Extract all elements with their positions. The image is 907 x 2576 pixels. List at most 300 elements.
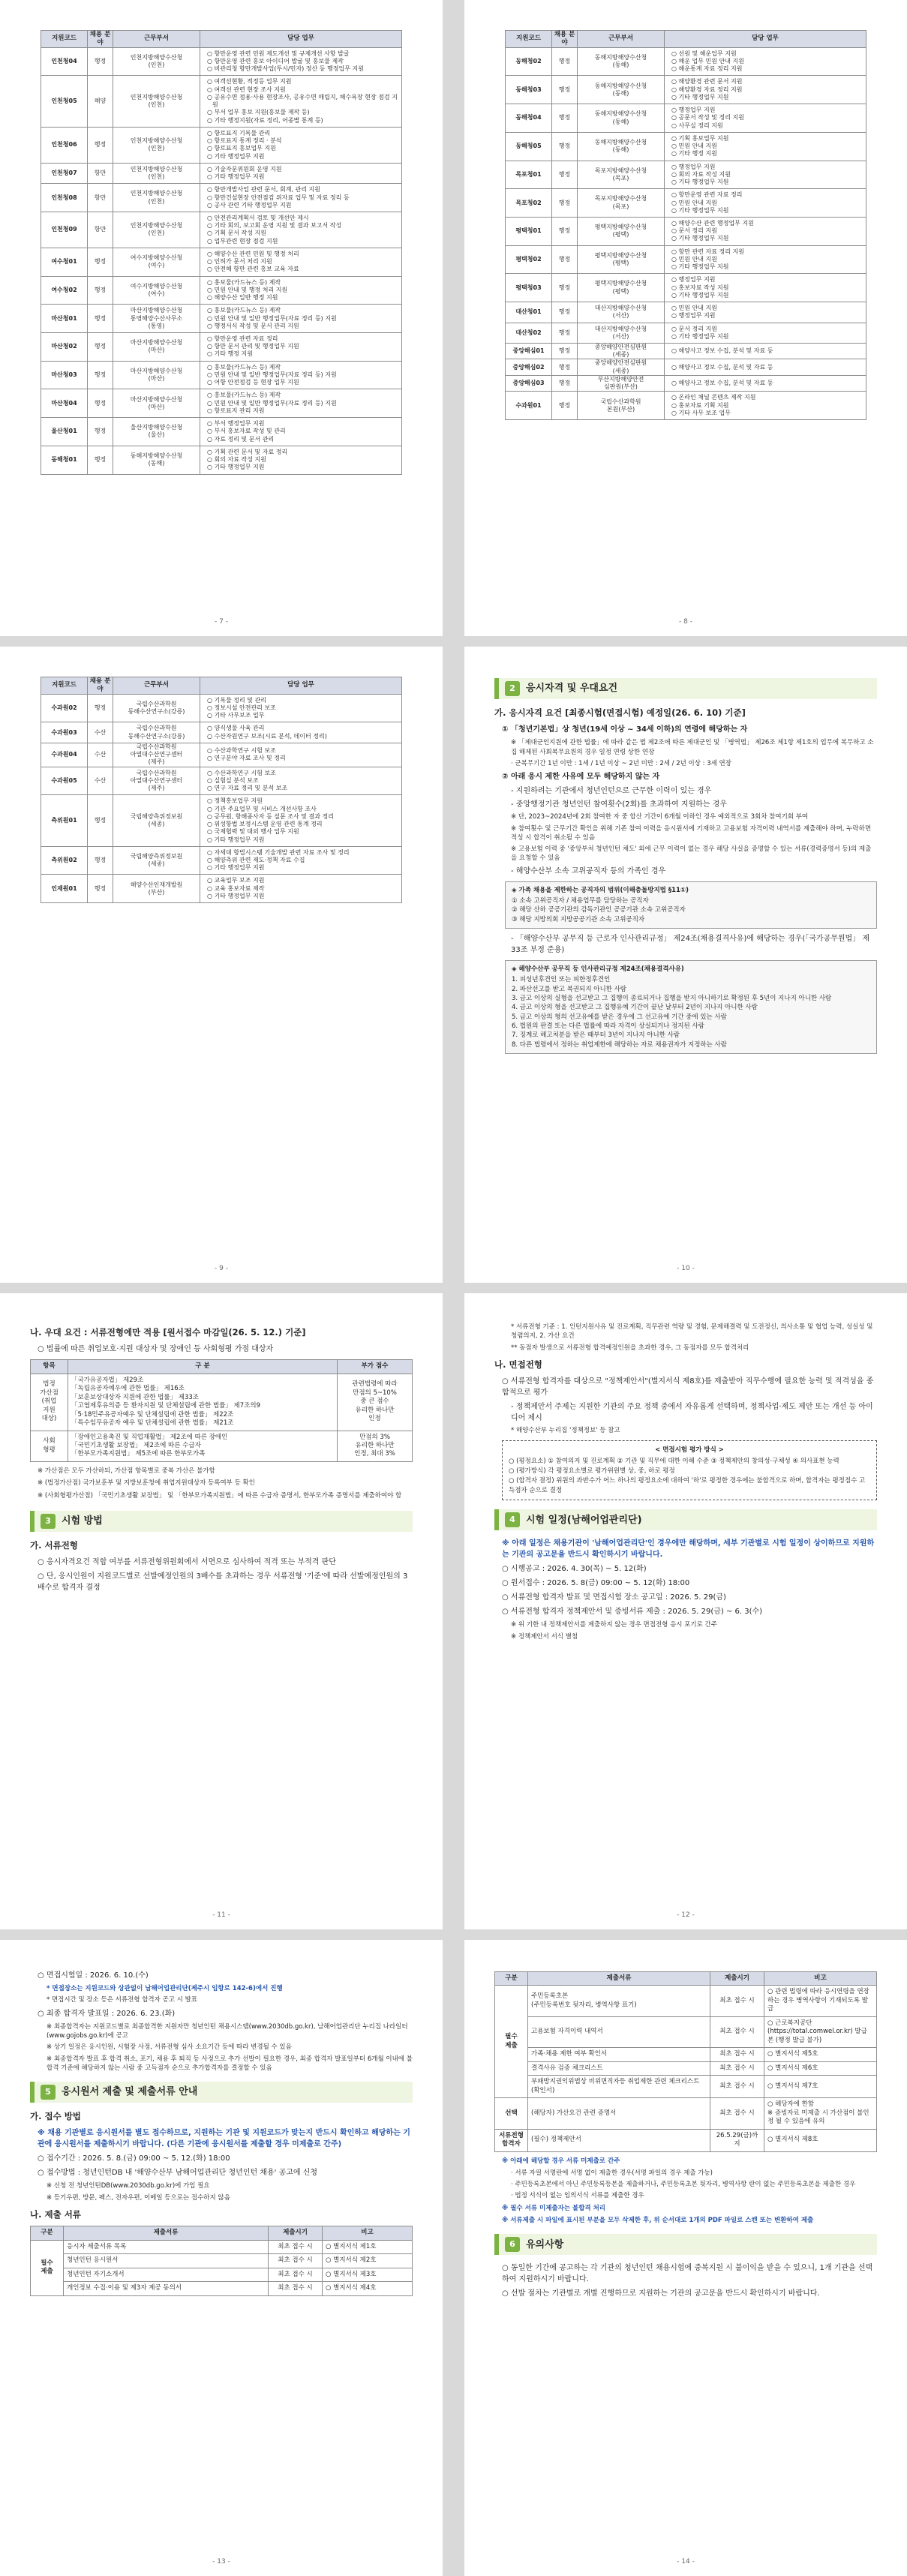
cell-dept: 인천지방해양수산청 (인천) — [113, 163, 200, 183]
cell-dept: 국립해양측위정보원 (세종) — [113, 846, 200, 875]
cell-code: 동해청02 — [506, 47, 552, 76]
box-title: < 면접시험 평가 방식 > — [655, 1446, 724, 1454]
cell-code: 동해청01 — [41, 446, 88, 474]
header-group: 구분 — [31, 2226, 64, 2240]
job-table — [41, 30, 402, 475]
cell-code: 중앙해심03 — [506, 375, 552, 391]
schedule-item: ○ 서류전형 합격자 발표 및 면접시험 장소 공고일 : 2026. 5. 29(금) — [502, 1593, 726, 1602]
table-row — [495, 2061, 877, 2075]
page-number: - 12 - — [677, 1911, 695, 1919]
section-header — [30, 1511, 413, 1532]
header-tasks: 담당 업무 — [200, 677, 402, 695]
cell-dept: 인천지방해양수산청 (인천) — [113, 184, 200, 212]
cell-code: 수과원01 — [506, 392, 552, 420]
cell-code: 수과원05 — [41, 767, 88, 795]
cell-tasks — [200, 276, 402, 305]
cell-group: 필수 제출 — [31, 2240, 64, 2295]
cell-dept: 동해지방해양수산청 (동해) — [578, 104, 665, 133]
cell-tasks — [665, 245, 866, 274]
cell-dept: 대산지방해양수산청 (서산) — [578, 323, 665, 343]
cell-type: 행정 — [88, 418, 113, 446]
cell-dept: 마산지방해양수산청 (마산) — [113, 361, 200, 389]
table-row — [506, 189, 866, 218]
cell-doc: 응시자 제출서류 목록 — [64, 2240, 269, 2253]
schedule-item: ○ 면접시험일 : 2026. 6. 10.(수) — [38, 1971, 149, 1980]
page-number: - 14 - — [677, 2558, 695, 2565]
task-item: ○ 기타 행정업무 지원 — [206, 893, 398, 900]
table-row — [41, 276, 402, 305]
paragraph: ○ 선발 절차는 기관별로 개별 진행하므로 지원하는 기관의 공고문을 반드시 확인하시기 바랍니다. — [502, 2289, 820, 2298]
paragraph: ○ 법률에 따른 취업보호·지원 대상자 및 장애인 등 사회형평 가점 대상자 — [38, 1345, 274, 1354]
task-item: ○ 문서 정리 지원 — [671, 326, 863, 333]
task-item: ○ 부서 업무 홍보 지원(홍보물 제작 등) — [206, 109, 398, 116]
note: ‧ 서류 자필 서명란에 서명 없이 제출한 경우(서명 파일의 경우 제출 가능) — [511, 2169, 713, 2177]
task-item: ○ 업무관련 현장 점검 지원 — [206, 238, 398, 245]
paragraph: ○ 응시자격요건 적합 여부를 서류전형위원회에서 서면으로 심사하여 적격 또는 부적격 판단 — [38, 1558, 336, 1567]
note-line: 2. 파산선고를 받고 복권되지 아니한 사람 — [512, 985, 626, 993]
table-row — [41, 47, 402, 76]
cell-dept: 부산지방해양안전 심판원(부산) — [578, 375, 665, 391]
cell-note: ○ 별지서식 제3호 — [323, 2268, 413, 2281]
task-item: ○ 항로표지 기록물 관리 — [206, 130, 398, 137]
task-item: ○ 항만 문서 관리 및 행정업무 지원 — [206, 343, 398, 350]
task-item: ○ 기타 행정업무 지원 — [206, 864, 398, 872]
task-item: ○ 기타 행정지원(자료 정리, 어종별 통계 등) — [206, 117, 398, 125]
cell-type: 수산 — [88, 722, 113, 743]
table-row — [41, 76, 402, 127]
note: ※ (법정가산점) 국가보훈부 및 지방보훈청에 취업지원대상자 등록여부 등 확인 — [38, 1479, 255, 1488]
table-row — [506, 76, 866, 104]
cell-note: ○ 별지서식 제4호 — [323, 2282, 413, 2295]
header-doc: 제출서류 — [528, 1972, 710, 1986]
note: ※ 서류제출 시 파일에 표시된 부분을 모두 삭제한 후, 위 순서대로 1개의 PDF 파일로 스캔 또는 변환하여 제출 — [502, 2217, 814, 2225]
cell-tasks — [665, 76, 866, 104]
table-row — [31, 2282, 413, 2295]
header-desc: 구 분 — [68, 1360, 338, 1374]
table-row — [41, 361, 402, 389]
requirement-note: ※ 「제대군인지원에 관한 법률」에 따라 같은 법 제2조에 따른 제대군인 및 「병역법」 제26조 제1항 제1호의 업무에 복무하고 소집 해제된 사회복무요원의 경우 일정 연령 상한 연장 — [511, 739, 874, 756]
doc-page-10 — [464, 647, 907, 1283]
cell-type: 항만 — [88, 212, 113, 248]
section-title: 유의사항 — [526, 2238, 564, 2250]
cell-dept: 평택지방해양수산청 (평택) — [578, 245, 665, 274]
cell-dept: 목포지방해양수산청 (목포) — [578, 189, 665, 218]
cell-tasks — [665, 359, 866, 375]
task-item: ○ 민원 안내 및 일반 행정업무(자료 정리 등) 지원 — [206, 371, 398, 379]
cell-when: 최초 접수 시 — [710, 2061, 764, 2075]
task-item: ○ 기타 행정업무 지원 — [671, 94, 863, 101]
cell-dept: 인천지방해양수산청 (인천) — [113, 127, 200, 163]
restriction-b: - 중앙행정기관 청년인턴 참여횟수(2회)를 초과하여 지원하는 경우 — [511, 800, 728, 809]
cell-doc: 청년인턴 응시원서 — [64, 2254, 269, 2268]
cell-doc: (해당자) 가산요건 관련 증명서 — [528, 2098, 710, 2129]
paragraph: ○ 서류전형 합격자를 대상으로 "정책제안서"(별지서식 제8호)를 제출받아 직무수행에 필요한 능력 및 적격성을 종합적으로 평가 — [502, 1377, 874, 1398]
cell-dept: 목포지방해양수산청 (목포) — [578, 161, 665, 189]
note: * 면접시간 및 장소 등은 서류전형 합격자 공고 시 발표 — [47, 1996, 198, 2004]
task-item: ○ 자세대 항법시스템 기술개발 관련 자료 조사 및 정리 — [206, 849, 398, 857]
cell-tasks — [200, 76, 402, 127]
task-item: ○ 사무실 정리 지원 — [671, 122, 863, 130]
box-line: ○ (합격자 결정) 위원의 과반수가 어느 하나의 평정요소에 대하여 '하'로 평정한 경우에는 불합격으로 하며, 합격자는 평정점수 고득점자 순으로 결정 — [509, 1476, 866, 1494]
restriction-note: ※ 단, 2023~2024년에 2회 참여한 자 중 합산 기간이 6개월 이하인 경우 예외적으로 3회차 참여기회 부여 — [511, 813, 809, 821]
cell-note: ○ 별지서식 제5호 — [764, 2048, 877, 2061]
task-item: ○ 교육 홍보자료 제작 — [206, 885, 398, 893]
paragraph: ○ 동일한 기간에 공고하는 각 기관의 청년인턴 채용시험에 중복지원 시 불이익을 받을 수 있으니, 1개 기관을 선택하여 지원하시기 바랍니다. — [502, 2264, 873, 2284]
cell-type: 행정 — [88, 846, 113, 875]
note-box-title: ◈ 해양수산부 공무직 등 인사관리규정 제24조(채용결격사유) — [512, 965, 684, 973]
cell-code: 인천청06 — [41, 127, 88, 163]
cell-dept: 평택지방해양수산청 (평택) — [578, 274, 665, 302]
task-item: ○ 민원 안내 지원 — [671, 305, 863, 312]
cell-code: 인천청09 — [41, 212, 88, 248]
paragraph: - 정책제안서 주제는 지원한 기관의 주요 정책 중에서 자유롭게 선택하며, 정책사업·제도 제안 또는 개선 등 아이디어 제시 — [511, 1403, 873, 1423]
task-item: ○ 홍보물(카드뉴스 등) 제작 — [206, 364, 398, 371]
note: ※ 최종합격자는 지원코드별로 최종합격한 지원자만 청년인턴 채용시스템(www.2030db.go.kr), 남해어업관리단 누리집 나라일터(www.gojobs.go.kr)에 공고 — [47, 2022, 408, 2040]
task-item: ○ 기타 사무 보조 업무 — [671, 410, 863, 417]
section-header — [494, 1509, 877, 1530]
task-item: ○ 안전해 항만 관련 홍보 교육 자료 — [206, 266, 398, 273]
cell-when: 최초 접수 시 — [269, 2240, 323, 2253]
task-item: ○ 해양환경 자료 정리 지원 — [671, 86, 863, 94]
header-note: 비고 — [323, 2226, 413, 2240]
task-item: ○ 위성항법 보정시스템 운영 관련 통계 정리 — [206, 821, 398, 828]
cell-code: 측위원01 — [41, 795, 88, 846]
page-number: - 7 - — [215, 618, 228, 626]
cell-dept: 대산지방해양수산청 (서산) — [578, 302, 665, 323]
cell-dept: 여수지방해양수산청 (여수) — [113, 276, 200, 305]
doc-page-12 — [464, 1293, 907, 1929]
note: ※ 필수 서류 미제출자는 불합격 처리 — [502, 2204, 606, 2212]
task-item: ○ 기획 문서 작성 지원 — [206, 230, 398, 237]
task-item: ○ 기타 행정업무 지원 — [206, 153, 398, 161]
section-title: 응시자격 및 우대요건 — [526, 683, 618, 695]
task-item: ○ 민원 안내 지원 — [671, 200, 863, 207]
task-item: ○ 인허가 문서 처리 지원 — [206, 258, 398, 266]
cell-doc: 부패방지권익위법상 비위면직자등 취업제한 관련 체크리스트(확인서) — [528, 2076, 710, 2098]
note-line: 5. 금고 이상의 형의 선고유예를 받은 경우에 그 선고유예 기간 중에 있는 사람 — [512, 1013, 727, 1021]
task-item: ○ 해양수산 관련 행정업무 지원 — [671, 220, 863, 227]
cell-dept: 울산지방해양수산청 (울산) — [113, 418, 200, 446]
cell-when: 26.5.29(금)까지 — [710, 2129, 764, 2151]
task-item: ○ 기타 행정 지원 — [671, 150, 863, 158]
table-row — [41, 184, 402, 212]
note-line: 1. 피성년후견인 또는 피한정후견인 — [512, 976, 611, 984]
table-row — [495, 2098, 877, 2129]
doc-page-9 — [0, 647, 443, 1283]
cell-dept: 마산지방해양수산청 (마산) — [113, 389, 200, 418]
cell-type: 행정 — [552, 323, 578, 343]
cell-when: 최초 접수 시 — [710, 2048, 764, 2061]
doc-page-8 — [464, 0, 907, 636]
cell-dept: 해양수산인재개발원 (부산) — [113, 875, 200, 903]
cell-tasks — [665, 302, 866, 323]
task-item: ○ 어항 안전점검 등 현장 업무 지원 — [206, 379, 398, 386]
cell-dept: 인천지방해양수산청 (인천) — [113, 47, 200, 76]
cell-note: ○ 해당자에 한함 ※ 증빙자료 미제출 시 가산점이 불인정 될 수 있음에 유의 — [764, 2098, 877, 2129]
task-item: ○ 안전관리계획서 검토 및 개선안 제시 — [206, 215, 398, 222]
cell-dept: 인천지방해양수산청 (인천) — [113, 212, 200, 248]
cell-type: 행정 — [88, 446, 113, 474]
cell-tasks — [200, 248, 402, 276]
note-line: 3. 금고 이상의 실형을 선고받고 그 집행이 종료되거나 집행을 받지 아니하기로 확정된 후 5년이 지나지 아니한 사람 — [512, 994, 832, 1002]
restriction-note: ※ 고용보험 이력 중 '중앙부처 청년인턴 채도' 외에 근무 이력이 없는 경우 해당 사실을 증명할 수 있는 서류(경력증명서 등)의 제출을 요청할 수 있음 — [511, 845, 872, 863]
requirement-2: ② 아래 응시 제한 사유에 모두 해당하지 않는 자 — [502, 773, 660, 782]
interview-criteria-box — [502, 1440, 877, 1501]
cell-type: 행정 — [552, 47, 578, 76]
header-type: 채용 분야 — [552, 31, 578, 48]
task-item: ○ 문서 정리 지원 — [671, 227, 863, 235]
restriction-c: - 해양수산부 소속 고위공직자 등의 가족인 경우 — [511, 866, 666, 875]
table-row — [506, 132, 866, 161]
task-item: ○ 기획 관련 문서 및 자료 정리 — [206, 449, 398, 456]
cell-dept: 동해지방해양수산청 (동해) — [578, 132, 665, 161]
table-header-row — [41, 677, 402, 695]
cell-dept: 동해지방해양수산청 (동해) — [578, 76, 665, 104]
task-item: ○ 항만운영 관련 민원 제도개선 및 규제개선 사항 발굴 — [206, 50, 398, 58]
header-score: 부가 점수 — [338, 1360, 413, 1374]
header-item: 항목 — [31, 1360, 68, 1374]
bonus-table — [30, 1359, 413, 1462]
table-row — [495, 1986, 877, 2016]
task-item: ○ 수산과학연구 시험 보조 — [206, 747, 398, 755]
note-box — [505, 960, 877, 1054]
table-row — [506, 359, 866, 375]
paragraph: ○ 단, 응시인원이 지원코드별로 선발예정인원의 3배수를 초과하는 경우 서류전형 '기준'에 따라 선발예정인원의 3배수로 합격자 결정 — [38, 1572, 408, 1593]
task-item: ○ 공사 관련 기타 행정업무 지원 — [206, 202, 398, 209]
note: ※ 위 기한 내 정책제안서를 제출하지 않는 경우 면접전형 응시 포기로 간주 — [511, 1621, 717, 1629]
subheading: 가. 서류전형 — [30, 1539, 78, 1551]
header-when: 제출시기 — [710, 1972, 764, 1986]
task-item: ○ 정보시설 안전관리 보조 — [206, 704, 398, 712]
cell-type: 행정 — [88, 875, 113, 903]
header-type: 채용 분야 — [88, 31, 113, 48]
task-item: ○ 기타 회의, 보고회 운영 지원 및 결과 보고서 작성 — [206, 222, 398, 230]
cell-tasks — [665, 392, 866, 420]
cell-type: 행정 — [88, 389, 113, 418]
cell-code: 대산청02 — [506, 323, 552, 343]
section-number: 4 — [505, 1512, 520, 1527]
doc-page-11 — [0, 1293, 443, 1929]
cell-code: 동해청04 — [506, 104, 552, 133]
cell-doc: 가족·채용 제한 여부 확인서 — [528, 2048, 710, 2061]
cell-note: ○ 별지서식 제1호 — [323, 2240, 413, 2253]
cell-code: 마산청03 — [41, 361, 88, 389]
task-item: ○ 기타 행정 지원 — [206, 350, 398, 358]
task-item: ○ 국제협력 및 대외 행사 업무 지원 — [206, 828, 398, 836]
cell-code: 수과원02 — [41, 694, 88, 722]
cell-tasks — [200, 722, 402, 743]
task-item: ○ 항만개발사업 관련 문서, 회계, 관리 지원 — [206, 186, 398, 194]
task-item: ○ 해운통계 자료 정리 지원 — [671, 65, 863, 73]
note: ‧ 법정 서식이 없는 임의서식 서류를 제출한 경우 — [511, 2192, 644, 2200]
table-row — [41, 795, 402, 846]
cell-tasks — [200, 418, 402, 446]
table-row — [506, 392, 866, 420]
cell-type: 행정 — [88, 333, 113, 362]
table-row — [506, 217, 866, 245]
cell-code: 인천청04 — [41, 47, 88, 76]
cell-type: 행정 — [88, 276, 113, 305]
header-dept: 근무부서 — [578, 31, 665, 48]
cell-tasks — [665, 132, 866, 161]
task-item: ○ 항만운영 관련 홍보 아이디어 발굴 및 홍보물 제작 — [206, 58, 398, 65]
note: ※ 최종합격자 발표 후 합격 취소, 포기, 채용 후 퇴직 등 사정으로 추가 선발이 필요한 경우, 최종 합격자 발표일부터 6개월 이내에 불합격 기준에 해당하지 않는 사람 중 고득점자 순으로 추가합격자를 결정할 수 있음 — [47, 2055, 413, 2072]
cell-dept: 인천지방해양수산청 (인천) — [113, 76, 200, 127]
cell-dept: 국립수산과학원 아열대수산연구센터 (제주) — [113, 743, 200, 767]
cell-note: ○ 근로복지공단(https://total.comwel.or.kr) 발급 본 (행정 발급 불가) — [764, 2016, 877, 2047]
table-row — [41, 333, 402, 362]
cell-tasks — [665, 344, 866, 359]
task-item: ○ 민원 안내 및 행정 처리 지원 — [206, 287, 398, 294]
schedule-item: ○ 최종 합격자 발표일 : 2026. 6. 23.(화) — [38, 2009, 176, 2018]
cell-tasks — [200, 743, 402, 767]
cell-tasks — [200, 361, 402, 389]
table-row — [495, 2129, 877, 2151]
cell-code: 인천청05 — [41, 76, 88, 127]
cell-type: 행정 — [88, 694, 113, 722]
subheading: 나. 면접전형 — [494, 1359, 542, 1370]
task-item: ○ 홍보자료 기획 지원 — [671, 402, 863, 410]
schedule-item: ○ 원서접수 : 2026. 5. 8(금) 09:00 ~ 5. 12(화) 18:00 — [502, 1579, 690, 1588]
cell-dept: 국립수산과학원 동해수산연구소(강릉) — [113, 694, 200, 722]
cell-code: 수과원03 — [41, 722, 88, 743]
task-item: ○ 공무원, 항해종사자 등 설문 조사 및 결과 정리 — [206, 813, 398, 821]
cell-type: 행정 — [552, 375, 578, 391]
cell-code: 동해청03 — [506, 76, 552, 104]
cell-type: 수산 — [88, 767, 113, 795]
table-row — [506, 47, 866, 76]
note-line: 4. 금고 이상의 형을 선고받고 그 집행유예 기간이 끝난 날부터 2년이 지나지 아니한 사람 — [512, 1004, 758, 1012]
task-item: ○ 해양사고 정보 수집, 분석 및 자료 등 — [671, 380, 863, 387]
cell-code: 인천청07 — [41, 163, 88, 183]
cell-type: 행정 — [552, 132, 578, 161]
cell-tasks — [665, 274, 866, 302]
page-number: - 8 - — [679, 618, 692, 626]
header-group: 구분 — [495, 1972, 528, 1986]
task-item: ○ 행정업무 지원 — [671, 312, 863, 320]
doc-page-13 — [0, 1940, 443, 2576]
cell-type: 행정 — [552, 217, 578, 245]
page-number: - 9 - — [215, 1265, 228, 1272]
task-item: ○ 수산자원연구 보조(시료 분석, 데이터 정리) — [206, 733, 398, 740]
cell-doc: (필수) 정책제안서 — [528, 2129, 710, 2151]
cell-tasks — [665, 47, 866, 76]
task-item: ○ 온라인 채널 콘텐츠 제작 지원 — [671, 394, 863, 401]
section-number: 6 — [505, 2237, 520, 2252]
note-line: ① 소속 고위공직자 / 채용업무를 담당하는 공직자 — [512, 897, 649, 905]
task-item: ○ 부서 행정업무 지원 — [206, 420, 398, 428]
task-item: ○ 교육업무 보조 지원 — [206, 877, 398, 884]
task-item: ○ 해양사고 정보 수집, 분석 및 자료 등 — [671, 364, 863, 371]
cell-type: 수산 — [88, 743, 113, 767]
cell-tasks — [200, 446, 402, 474]
cell-type: 행정 — [552, 245, 578, 274]
cell-doc: 주민등록초본 (주민등록번호 뒷자리, 병역사항 표기) — [528, 1986, 710, 2016]
task-item: ○ 기타 사무보조 업무 — [206, 712, 398, 719]
cell-tasks — [200, 846, 402, 875]
section-header — [494, 2234, 877, 2255]
schedule-item: ○ 시행공고 : 2026. 4. 30(목) ~ 5. 12(화) — [502, 1565, 647, 1574]
table-row — [506, 161, 866, 189]
note: ※ 가산점은 모두 가산하되, 가산점 항목별로 중복 가산은 불가함 — [38, 1467, 215, 1475]
cell-tasks — [200, 305, 402, 333]
cell-dept: 마산지방해양수산청 (마산) — [113, 333, 200, 362]
cell-doc: 개인정보 수집·이용 및 제3자 제공 동의서 — [64, 2282, 269, 2295]
restriction-a: - 지원하려는 기관에서 청년인턴으로 근무한 이력이 있는 경우 — [511, 787, 712, 796]
task-item: ○ 기술자문위원회 운영 지원 — [206, 166, 398, 173]
cell-code: 여수청01 — [41, 248, 88, 276]
table-row — [41, 248, 402, 276]
table-row — [41, 446, 402, 474]
table-row — [506, 302, 866, 323]
cell-note: ○ 관련 법령에 따라 응시연령을 연장하는 경우 병역사항이 기재되도록 발급 — [764, 1986, 877, 2016]
table-row — [31, 2240, 413, 2253]
task-item: ○ 기타 행정업무 지원 — [671, 179, 863, 186]
cell-tasks — [200, 389, 402, 418]
cell-dept: 국립수산과학원 아열대수산연구센터 (제주) — [113, 767, 200, 795]
table-row — [41, 846, 402, 875]
cell-code: 평택청02 — [506, 245, 552, 274]
cell-when: 최초 접수 시 — [269, 2282, 323, 2295]
task-item: ○ 선원 및 해운업무 지원 — [671, 50, 863, 58]
task-item: ○ 홍보물(카드뉴스 등) 제작 — [206, 307, 398, 314]
cell-tasks — [200, 212, 402, 248]
section-header — [494, 678, 877, 699]
header-code: 지원코드 — [41, 31, 88, 48]
subheading: 가. 접수 방법 — [30, 2111, 81, 2122]
cell-dept: 여수지방해양수산청 (여수) — [113, 248, 200, 276]
task-item: ○ 기관 주요업무 및 서비스 개선사항 조사 — [206, 806, 398, 813]
task-item: ○ 기타 행정업무 지원 — [671, 235, 863, 242]
table-row — [41, 127, 402, 163]
table-row — [31, 2268, 413, 2281]
cell-when: 최초 접수 시 — [710, 1986, 764, 2016]
header-code: 지원코드 — [41, 677, 88, 695]
cell-desc: 「국가유공자법」 제29조 「독립유공자예우에 관한 법률」 제16조 「보훈보상대상자 지원에 관한 법률」 제33조 「고엽제후유의증 등 환자지원 및 단체설립에 관한 법률」 제7조의9 「5‧18민주유공자예우 및 단체설립에 관한 법률」 제22조 「특수임무유공자 예우 및 단체설립에 관한 법률」 제21조 — [68, 1374, 338, 1431]
cell-type: 행정 — [552, 344, 578, 359]
table-row — [31, 2254, 413, 2268]
subheading: 가. 응시자격 요건 [최종시험(면접시험) 예정일(26. 6. 10) 기준] — [494, 707, 746, 718]
note: ※ 정책제안서 서식 별첨 — [511, 1632, 578, 1641]
cell-type: 행정 — [552, 189, 578, 218]
cell-dept: 중앙해양안전심판원 (세종) — [578, 359, 665, 375]
cell-type: 항만 — [88, 163, 113, 183]
cell-type: 해양 — [88, 76, 113, 127]
task-item: ○ 기록물 정리 및 관리 — [206, 697, 398, 704]
cell-dept: 동해지방해양수산청 (동해) — [578, 47, 665, 76]
task-item: ○ 홍보자료 작성 지원 — [671, 284, 863, 292]
cell-tasks — [200, 184, 402, 212]
section-title: 시험 일정(남해어업관리단) — [526, 1514, 642, 1526]
table-row — [41, 389, 402, 418]
paragraph: ○ 접수방법 : 청년인턴DB 내 '해양수산부 남해어업관리단 청년인턴 채용' 공고에 신청 — [38, 2169, 318, 2178]
cell-dept: 중앙해양안전심판원 (세종) — [578, 344, 665, 359]
cell-dept: 평택지방해양수산청 (평택) — [578, 217, 665, 245]
cell-item: 법정 가산점 (취업 지원 대상) — [31, 1374, 68, 1431]
note: ** 동점자 발생으로 서류전형 합격예정인원을 초과한 경우, 그 동점자를 모두 합격처리 — [511, 1344, 749, 1352]
table-header-row — [506, 31, 866, 48]
table-row — [41, 743, 402, 767]
note-line: 7. 징계로 해고처분을 받은 때부터 3년이 지나지 아니한 사람 — [512, 1031, 680, 1040]
cell-code: 평택청03 — [506, 274, 552, 302]
cell-type: 행정 — [552, 392, 578, 420]
cell-tasks — [665, 217, 866, 245]
header-tasks: 담당 업무 — [665, 31, 866, 48]
section-number: 2 — [505, 681, 520, 696]
warning-note: ※ 채용 기관별로 응시원서를 별도 접수하므로, 지원하는 기관 및 지원코드가 맞는지 반드시 확인하고 해당하는 기관에 응시원서를 제출하시기 바랍니다. (다른 기관에 응시원서를 제출할 경우 미제출로 간주) — [38, 2129, 410, 2149]
task-item: ○ 공유수면 점용·사용 현장조사, 공유수면 매립지, 해수욕장 현장 점검 지원 — [206, 94, 398, 109]
task-item: ○ 행정서식 작성 및 문서 관리 지원 — [206, 323, 398, 330]
